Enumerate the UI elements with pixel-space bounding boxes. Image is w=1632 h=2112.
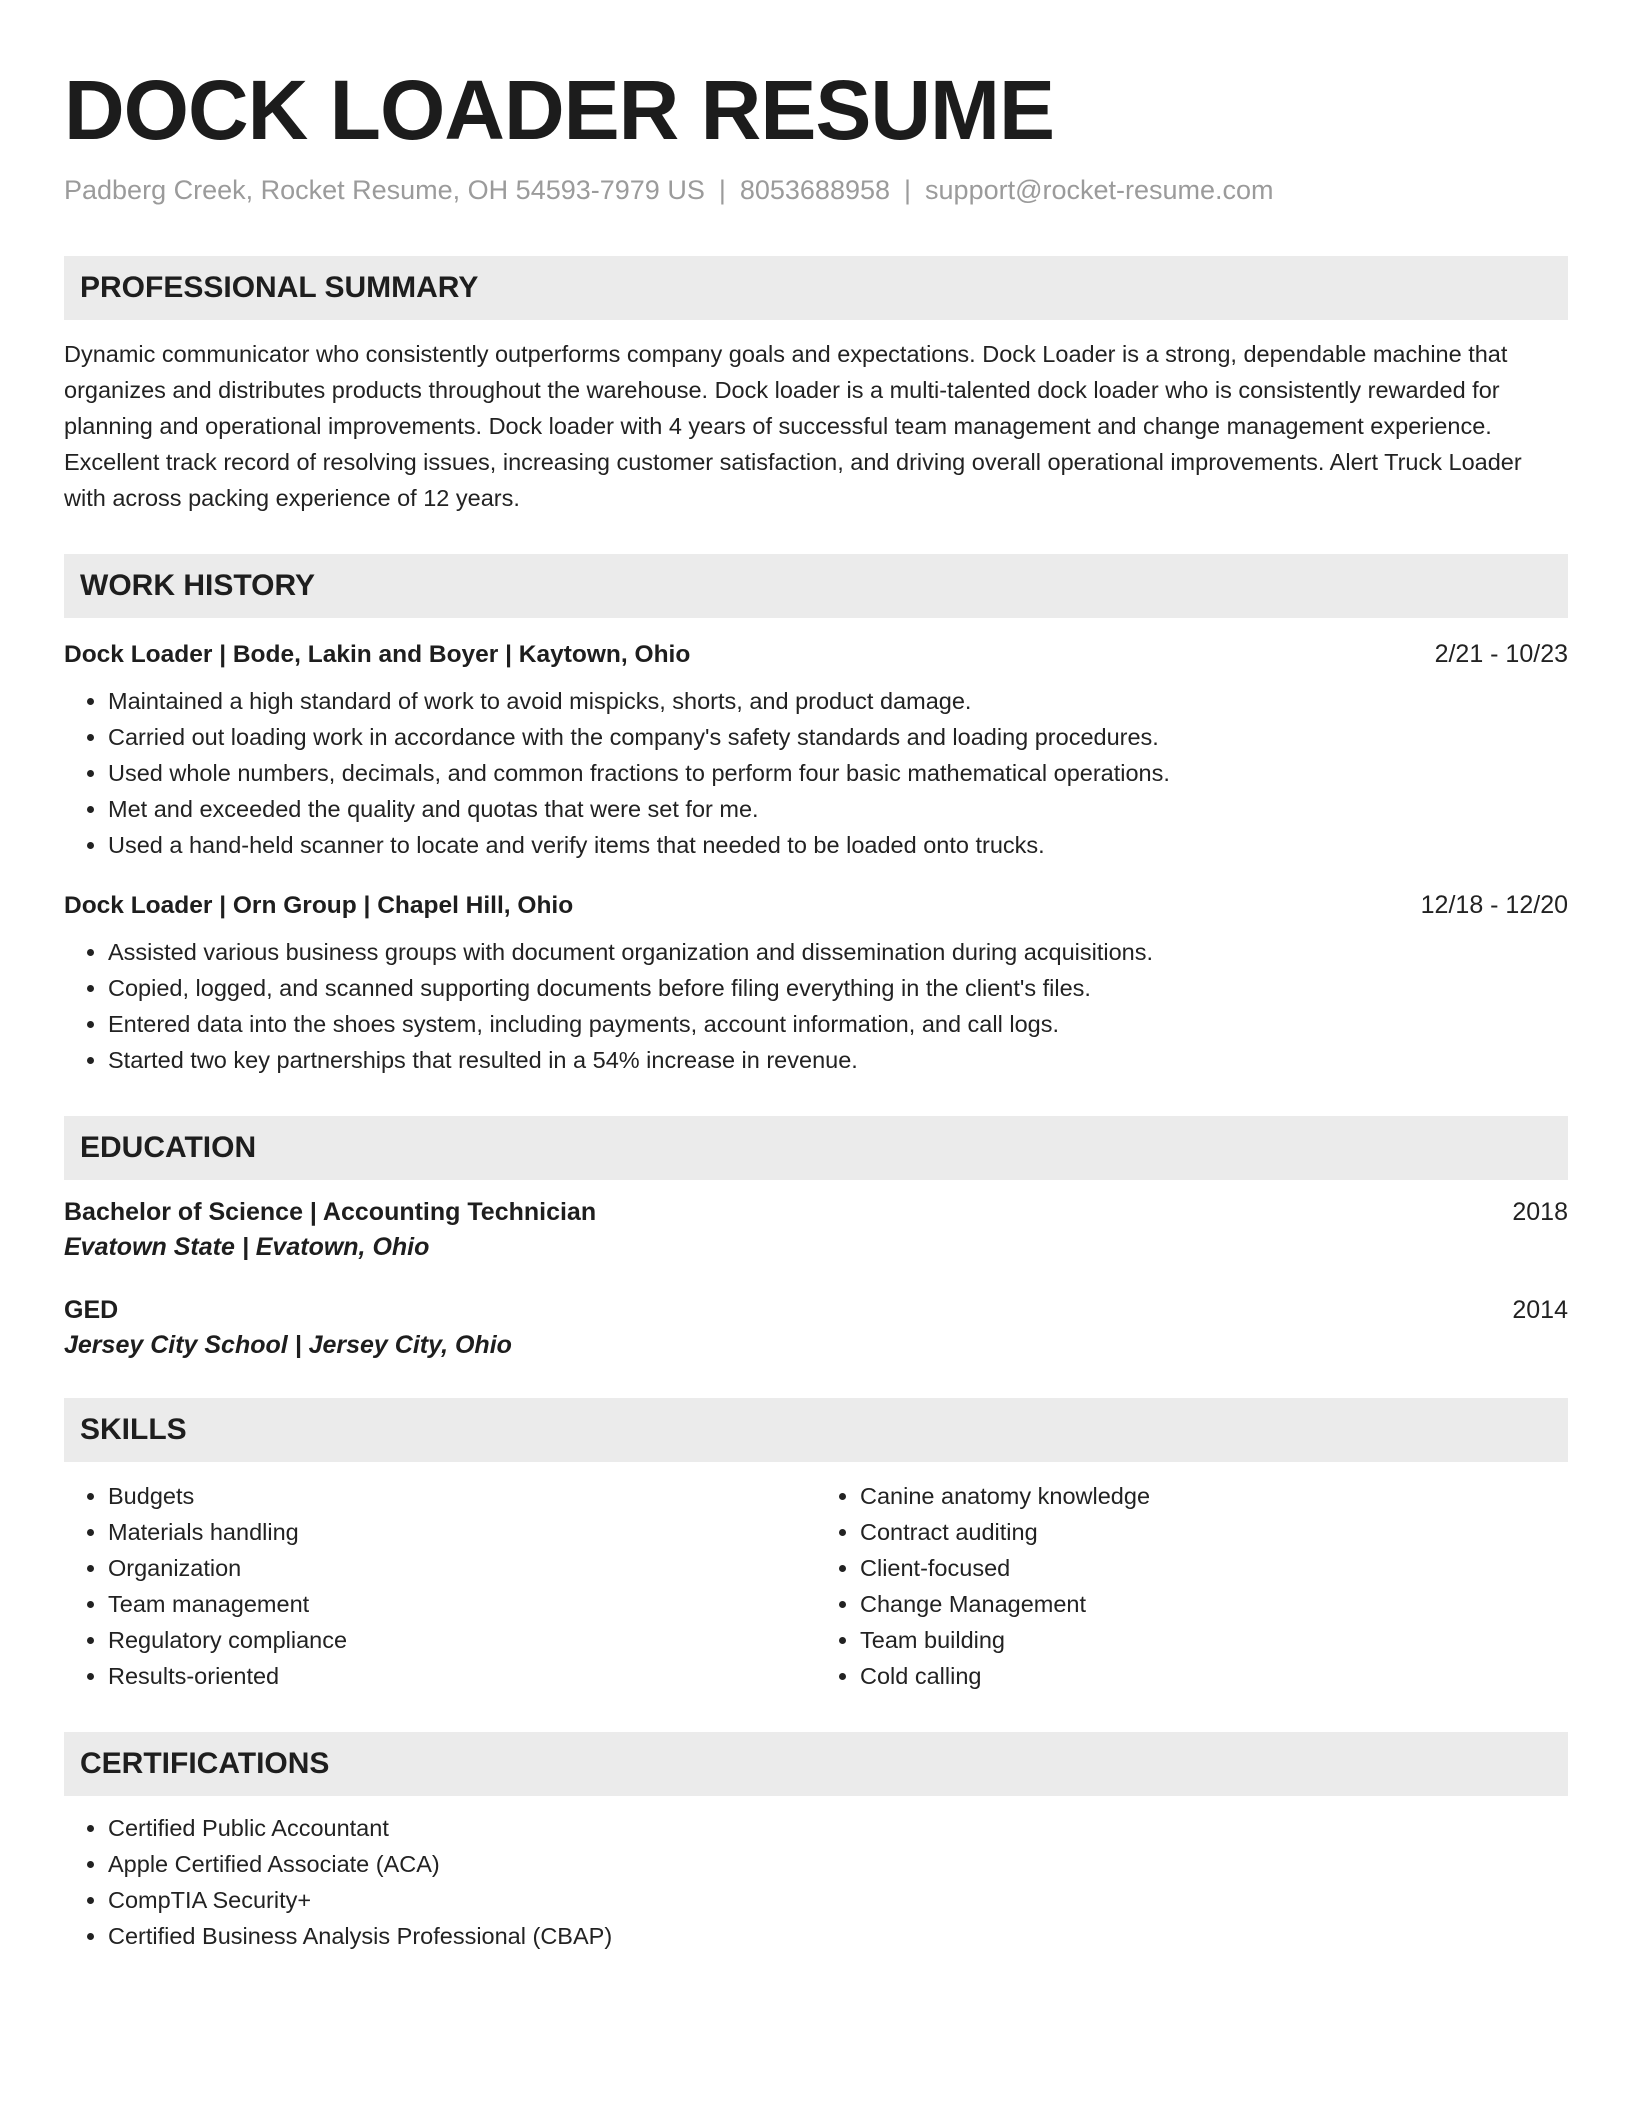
job-dates: 12/18 - 12/20 [1420,890,1568,919]
job-bullet: • Copied, logged, and scanned supporting documents before filing everything in the client's files. [108,970,1568,1006]
skill-item: • Results-oriented [108,1658,816,1694]
resume-title: DOCK LOADER RESUME [64,63,1055,157]
job-title: Dock Loader | Orn Group | Chapel Hill, Ohio [64,891,574,919]
job-title: Dock Loader | Bode, Lakin and Boyer | Kaytown, Ohio [64,640,691,668]
skill-item: • Team management [108,1586,816,1622]
certification-item: • Certified Public Accountant [108,1810,1568,1846]
skill-item: • Budgets [108,1478,816,1514]
certifications-list [64,1810,1568,1954]
education-entry [64,1296,1568,1360]
job-bullet: • Used whole numbers, decimals, and common fractions to perform four basic mathematical operations. [108,755,1568,791]
job-bullets [64,934,1568,1078]
skill-item: • Materials handling [108,1514,816,1550]
section-heading-summary: PROFESSIONAL SUMMARY [64,256,1568,320]
job-entry [64,640,1568,863]
skills-column-right [816,1478,1568,1694]
skill-item: • Contract auditing [860,1514,1568,1550]
skill-item: • Organization [108,1550,816,1586]
summary-text: Dynamic communicator who consistently outperforms company goals and expectations. Dock Loader is a strong, dependable machine that organizes and distributes products throughout the warehouse. Dock loader is a multi-talented dock loader who is consistently rewarded for planning and operational improvements. Dock loader with 4 years of successful team management and change management experience. Excellent track record of resolving issues, increasing customer satisfaction, and driving overall operational improvements. Alert Truck Loader with across packing experience of 12 years. [64,340,1522,511]
job-bullet: • Entered data into the shoes system, including payments, account information, and call logs. [108,1006,1568,1042]
section-heading-work-history: WORK HISTORY [64,554,1568,618]
job-bullets [64,683,1568,863]
skill-item: • Canine anatomy knowledge [860,1478,1568,1514]
contact-phone: 8053688958 [739,174,891,205]
certification-item: • CompTIA Security+ [108,1882,1568,1918]
section-heading-education: EDUCATION [64,1116,1568,1180]
certification-item: • Apple Certified Associate (ACA) [108,1846,1568,1882]
section-heading-certifications: CERTIFICATIONS [64,1732,1568,1796]
section-heading-skills: SKILLS [64,1398,1568,1462]
skill-item: • Team building [860,1622,1568,1658]
contact-address: Padberg Creek, Rocket Resume, OH 54593-7979 US [64,174,705,205]
contact-separator: | [904,174,912,205]
job-bullet: • Met and exceeded the quality and quotas that were set for me. [108,791,1568,827]
skills-list [64,1478,1568,1694]
skill-item: • Client-focused [860,1550,1568,1586]
contact-separator: | [718,174,726,205]
education-degree: GED [64,1295,119,1324]
job-entry [64,891,1568,1078]
education-entry [64,1198,1568,1262]
skill-item: • Cold calling [860,1658,1568,1694]
job-bullet: • Started two key partnerships that resulted in a 54% increase in revenue. [108,1042,1568,1078]
education-year: 2014 [1512,1295,1568,1324]
skills-column-left [64,1478,816,1694]
job-bullet: • Assisted various business groups with document organization and dissemination during acquisitions. [108,934,1568,970]
certification-item: • Certified Business Analysis Professional (CBAP) [108,1918,1568,1954]
job-bullet: • Carried out loading work in accordance with the company's safety standards and loading procedures. [108,719,1568,755]
job-dates: 2/21 - 10/23 [1434,639,1568,668]
education-degree: Bachelor of Science | Accounting Technician [64,1197,597,1226]
skill-item: • Regulatory compliance [108,1622,816,1658]
contact-email: support@rocket-resume.com [925,174,1274,205]
skill-item: • Change Management [860,1586,1568,1622]
education-school: Jersey City School | Jersey City, Ohio [64,1330,512,1359]
job-bullet: • Maintained a high standard of work to avoid mispicks, shorts, and product damage. [108,683,1568,719]
education-year: 2018 [1512,1197,1568,1226]
job-bullet: • Used a hand-held scanner to locate and verify items that needed to be loaded onto trucks. [108,827,1568,863]
education-school: Evatown State | Evatown, Ohio [64,1232,430,1261]
contact-line [64,173,1568,208]
